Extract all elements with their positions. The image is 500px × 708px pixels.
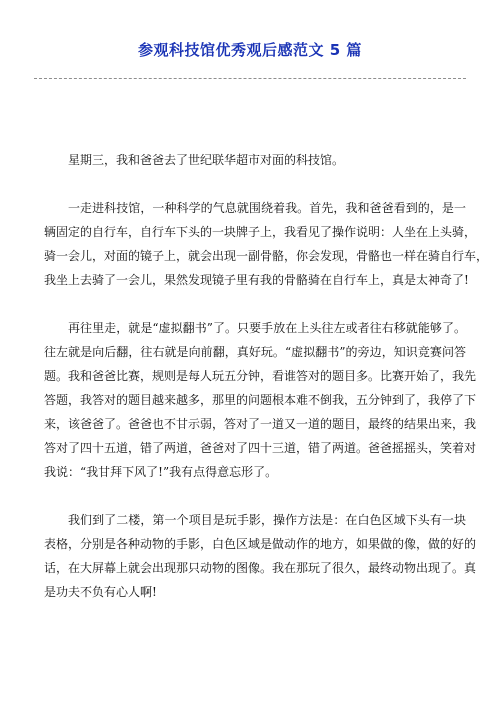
paragraph-2 bbox=[44, 196, 489, 292]
paragraph-line: 星期三，我和爸爸去了世纪联华超市对面的科技馆。 bbox=[68, 153, 345, 167]
paragraph-4 bbox=[44, 508, 477, 604]
paragraph-line: 答对了四十五道，错了两道，爸爸对了四十三道，错了两道。爸爸摇摇头，笑着对 bbox=[44, 441, 477, 455]
title-divider bbox=[34, 78, 466, 79]
paragraph-line: 话，在大屏幕上就会出现那只动物的图像。我在那玩了很久，最终动物出现了。真 bbox=[44, 561, 477, 575]
paragraph-line: 骑一会儿，对面的镜子上，就会出现一副骨骼，你会发现，骨骼也一样在骑自行车， bbox=[44, 249, 489, 263]
paragraph-1 bbox=[68, 148, 466, 172]
paragraph-line: 再往里走，就是“虚拟翻书”了。只要手放在上头往左或者往右移就能够了。 bbox=[68, 321, 466, 335]
paragraph-line: 往左就是向后翻，往右就是向前翻，真好玩。“虚拟翻书”的旁边，知识竞赛问答 bbox=[44, 345, 466, 359]
paragraph-line: 来，该爸爸了。爸爸也不甘示弱，答对了一道又一道的题目，最终的结果出来，我 bbox=[44, 417, 477, 431]
paragraph-line: 辆固定的自行车，自行车下头的一块牌子上，我看见了操作说明：人坐在上头骑， bbox=[44, 225, 477, 239]
document-title: 参观科技馆优秀观后感范文 5 篇 bbox=[138, 41, 362, 59]
paragraph-line: 我说：“我甘拜下风了!”我有点得意忘形了。 bbox=[44, 465, 278, 479]
paragraph-line: 我坐上去骑了一会儿，果然发现镜子里有我的骨骼骑在自行车上，真是太神奇了! bbox=[44, 273, 469, 287]
paragraph-line: 题。我和爸爸比赛，规则是每人玩五分钟，看谁答对的题目多。比赛开始了，我先 bbox=[44, 369, 477, 383]
paragraph-line: 表格，分别是各种动物的手影，白色区域是做动作的地方，如果做的像，做的好的 bbox=[44, 537, 477, 551]
paragraph-line: 我们到了二楼，第一个项目是玩手影，操作方法是：在白色区域下头有一块 bbox=[68, 513, 466, 527]
paragraph-line: 答题，我答对的题目越来越多，那里的问题根本难不倒我，五分钟到了，我停了下 bbox=[44, 393, 477, 407]
document-body bbox=[44, 148, 489, 604]
paragraph-line: 是功夫不负有心人啊! bbox=[44, 585, 157, 599]
paragraph-line: 一走进科技馆，一种科学的气息就围绕着我。首先，我和爸爸看到的，是一 bbox=[68, 201, 466, 215]
paragraph-3 bbox=[44, 316, 477, 484]
